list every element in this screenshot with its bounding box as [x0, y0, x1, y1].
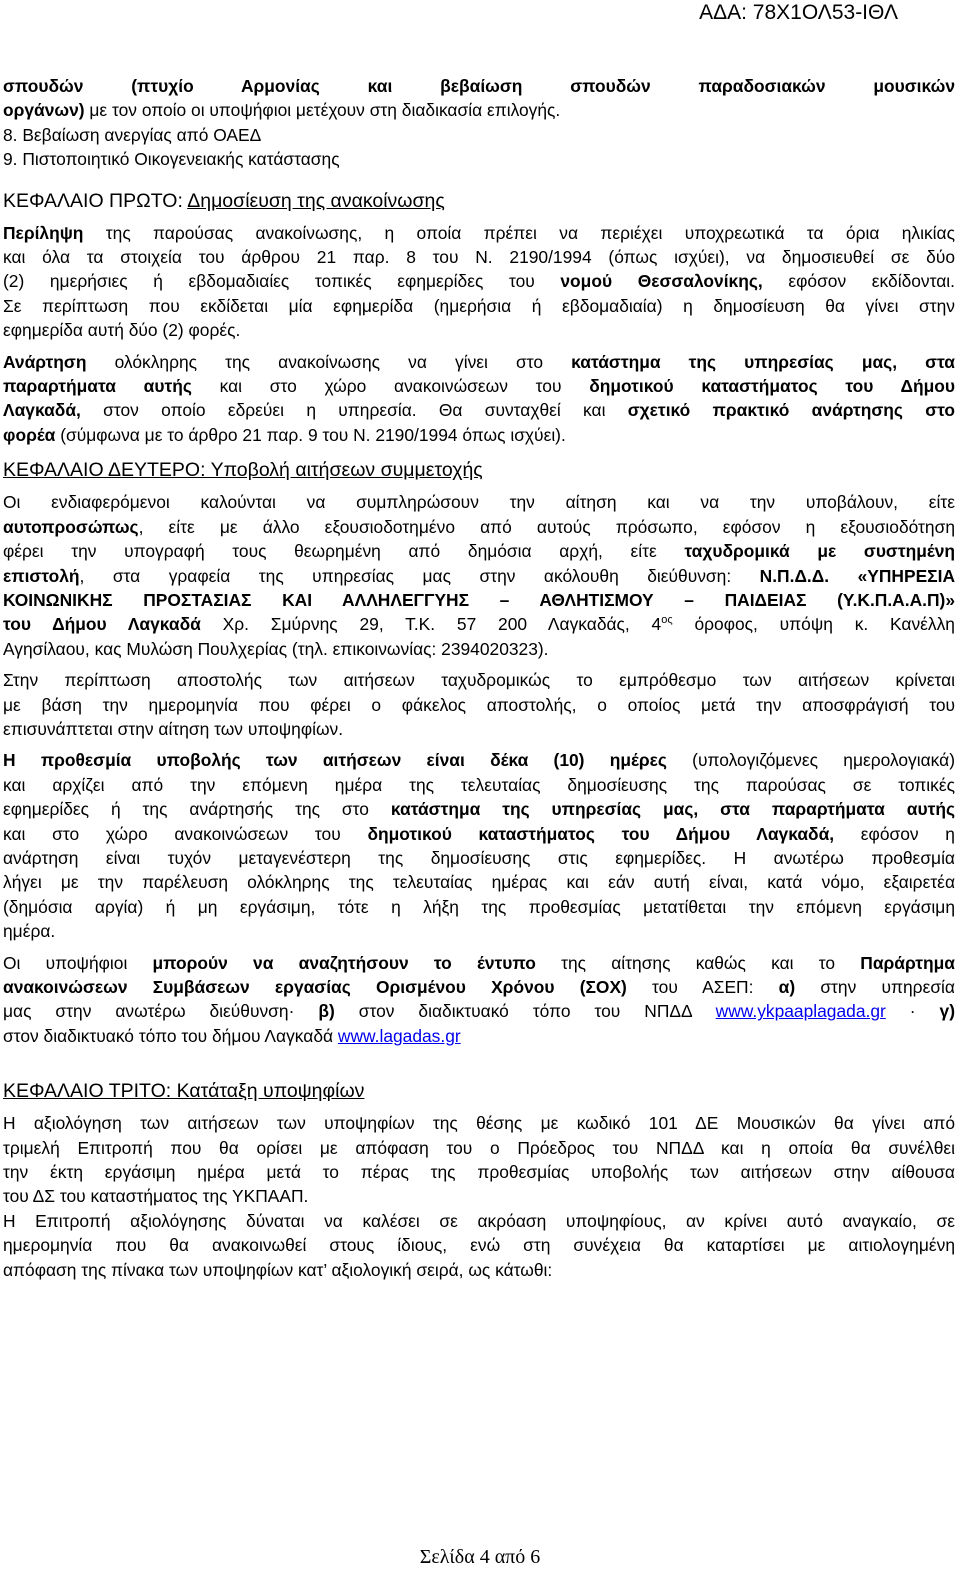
ykpaaplagada-link[interactable]: www.ykpaaplagada.gr [715, 1001, 886, 1022]
page-number: Σελίδα 4 από 6 [419, 1546, 541, 1568]
chapter-1-paragraph-1: Περίληψη της παρούσας ανακοίνωσης, η οποία πρέπει να περιέχει υποχρεωτικά τα όρια ηλικίας και όλα τα στοιχεία του άρθρου 21 παρ. 8 του Ν. 2190/1994 (όπως ισχύει), να δημοσιευθεί σε δύο (2) ημερήσιες ή εβδομαδιαίες τοπικές εφημερίδες του νομού Θεσσαλονίκης, εφόσον εκδίδονται. Σε περίπτωση που εκδίδεται μία εφημερίδα (ημερήσια ή εβδομαδιαία) η δημοσίευση θα γίνει στην εφημερίδα αυτή δύο (2) φορές. [3, 222, 955, 341]
chapter-1-paragraph-2: Ανάρτηση ολόκληρης της ανακοίνωσης να γίνει στο κατάστημα της υπηρεσίας μας, στα παραρτήματα αυτής και στο χώρο ανακοινώσεων του δημοτικού καταστήματος του Δήμου Λαγκαδά, στον οποίο εδρεύει η υπηρεσία. Θα συνταχθεί και σχετικό πρακτικό ανάρτησης στο φορέα (σύμφωνα με το άρθρο 21 παρ. 9 του Ν. 2190/1994 όπως ισχύει). [3, 351, 955, 445]
document-body [3, 74, 955, 1282]
ada-code: ΑΔΑ: 78Χ1ΟΛ53-ΙΘΛ [699, 1, 898, 24]
chapter-2-paragraph-2: Στην περίπτωση αποστολής των αιτήσεων ταχυδρομικώς το εμπρόθεσμο των αιτήσεων κρίνεται με βάση την ημερομηνία που φέρει ο φάκελος αποστολής, ο οποίος μετά την αποσφράγισή του επισυνάπτεται στην αίτηση των υποψηφίων. [3, 670, 955, 739]
chapter-2-heading: ΚΕΦΑΛΑΙΟ ΔΕΥΤΕΡΟ: Υποβολή αιτήσεων συμμετοχής [3, 459, 483, 482]
chapter-3-heading: ΚΕΦΑΛΑΙΟ ΤΡΙΤΟ: Κατάταξη υποψηφίων [3, 1080, 365, 1103]
lagadas-link[interactable]: www.lagadas.gr [337, 1025, 461, 1046]
list-item-9: 9. Πιστοποιητικό Οικογενειακής κατάστασης [3, 149, 340, 170]
chapter-3-paragraph-1: Η αξιολόγηση των αιτήσεων των υποψηφίων της θέσης με κωδικό 101 ΔΕ Μουσικών θα γίνει από τριμελή Επιτροπή που θα ορίσει με απόφαση του ο Πρόεδρος του ΝΠΔΔ και η οποία θα συνέλθει την έκτη εργάσιμη ημέρα μετά το πέρας της προθεσμίας υποβολής των αιτήσεων στην αίθουσα του ΔΣ του καταστήματος της ΥΚΠΑΑΠ. Η Επιτροπή αξιολόγησης δύναται να καλέσει σε ακρόαση υποψηφίους, αν κρίνει αυτό αναγκαίο, σε ημερομηνία που θα ανακοινωθεί στους ίδιους, ενώ στη συνέχεια θα καταρτίσει με αιτιολογημένη απόφαση της πίνακα των υποψηφίων κατ’ αξιολογική σειρά, ως κάτωθι: [3, 1113, 955, 1280]
list-item-8: 8. Βεβαίωση ανεργίας από ΟΑΕΔ [3, 124, 262, 145]
continued-line-1: σπουδών (πτυχίο Αρμονίας και βεβαίωση σπουδών παραδοσιακών μουσικών [3, 76, 955, 96]
chapter-2-paragraph-1: Οι ενδιαφερόμενοι καλούνται να συμπληρώσουν την αίτηση και να την υποβάλουν, είτε αυτοπροσώπως, είτε με άλλο εξουσιοδοτημένο από αυτούς πρόσωπο, εφόσον η εξουσιοδότηση φέρει την υπογραφή τους θεωρημένη από δημόσια αρχή, είτε ταχυδρομικά με συστημένη επιστολή, στα γραφεία της υπηρεσίας μας στην ακόλουθη διεύθυνση: Ν.Π.Δ.Δ. «ΥΠΗΡΕΣΙΑ ΚΟΙΝΩΝΙΚΗΣ ΠΡΟΣΤΑΣΙΑΣ ΚΑΙ ΑΛΛΗΛΕΓΓΥΗΣ – ΑΘΛΗΤΙΣΜΟΥ – ΠΑΙΔΕΙΑΣ (Υ.Κ.Π.Α.Α.Π)» του Δήμου Λαγκαδά Χρ. Σμύρνης 29, Τ.Κ. 57 200 Λαγκαδάς, $4^{o\varsigma}$ όροφος, υπόψη κ. Κανέλλη Αγησίλαου, κας Μυλώση Πουλχερίας (τηλ. επικοινωνίας: 2394020323). [3, 492, 955, 659]
chapter-1-heading: ΚΕΦΑΛΑΙΟ ΠΡΩΤΟ: Δημοσίευση της ανακοίνωσης [3, 189, 445, 212]
chapter-2-paragraph-4: Οι υποψήφιοι μπορούν να αναζητήσουν το έντυπο της αίτησης καθώς και το Παράρτημα ανακοινώσεων Συμβάσεων εργασίας Ορισμένου Χρόνου (ΣΟΧ) του ΑΣΕΠ: α) στην υπηρεσία μας στην ανωτέρω διεύθυνση· β) στον διαδικτυακό τόπο του ΝΠΔΔ www.ykpaaplagada.gr · γ) στον διαδικτυακό τόπο του δήμου Λαγκαδά www.lagadas.gr [3, 952, 955, 1046]
continued-line-2: οργάνων) με τον οποίο οι υποψήφιοι μετέχουν στη διαδικασία επιλογής. [3, 100, 561, 121]
chapter-2-paragraph-3: Η προθεσμία υποβολής των αιτήσεων είναι δέκα (10) ημέρες (υπολογιζόμενες ημερολογιακά) και αρχίζει από την επόμενη ημέρα της τελευταίας δημοσίευσης της παρούσας σε τοπικές εφημερίδες ή της ανάρτησής της στο κατάστημα της υπηρεσίας μας, στα παραρτήματα αυτής και στο χώρο ανακοινώσεων του δημοτικού καταστήματος του Δήμου Λαγκαδά, εφόσον η ανάρτηση είναι τυχόν μεταγενέστερη της δημοσίευσης στις εφημερίδες. Η ανωτέρω προθεσμία λήγει με την παρέλευση ολόκληρης της τελευταίας ημέρας και εάν αυτή είναι, κατά νόμο, εξαιρετέα (δημόσια αργία) ή μη εργάσιμη, τότε η λήξη της προθεσμίας μετατίθεται την επόμενη εργάσιμη ημέρα. [3, 750, 955, 942]
